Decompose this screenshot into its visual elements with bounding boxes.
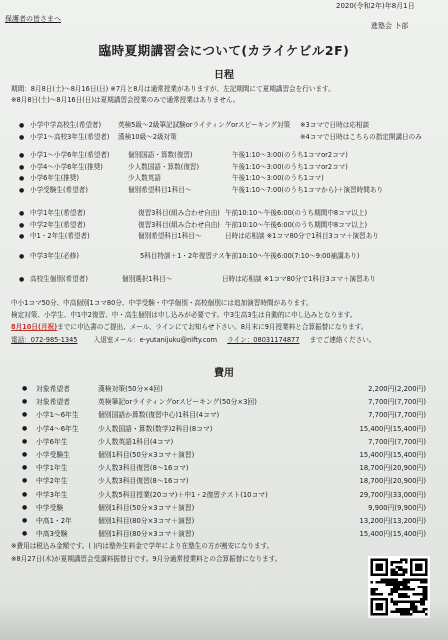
schedule-course: 個別希望科目1科目～ xyxy=(138,232,202,240)
schedule-row xyxy=(0,187,448,199)
schedule-course: 個別希望科目1科目～ xyxy=(128,185,192,194)
schedule-time-note: 日時は応相談 ※1コマ80分で1科目3コマ＋演習あり xyxy=(225,232,379,240)
fee-target: 中高3受験 xyxy=(36,530,68,539)
fees-heading: 費用 xyxy=(214,368,234,379)
bullet-icon: ● xyxy=(22,437,28,445)
schedule-course: 個別国語・算数(復習) xyxy=(128,151,193,159)
schedule-time-note: ※3コマで日時は応相談 xyxy=(300,121,370,129)
schedule-note-2: 検定対策、小学生、中1中2復習、中・高生個別は申し込みが必要です。中3生高3生は自動的に申し込みとなります。 xyxy=(11,311,357,319)
schedule-target: 中学1年生(希望者) xyxy=(30,209,86,217)
schedule-target: 小学6年生(推奨) xyxy=(30,174,79,182)
fee-target: 中学2年生 xyxy=(36,477,68,486)
fee-row xyxy=(0,504,448,517)
schedule-time-note: 午後1:10～7:00(のうち1コマから)＋演習時間あり xyxy=(232,185,384,194)
bullet-icon: ● xyxy=(22,424,28,432)
schedule-row xyxy=(0,253,448,265)
schedule-target: 小学中学高校生(希望者) xyxy=(30,121,102,129)
fee-course: 少人数3科目復習(8～16コマ) xyxy=(98,477,189,486)
bullet-icon: ● xyxy=(22,490,28,498)
schedule-time-note: 午後1:10～3:00(のうち1コマor2コマ) xyxy=(232,162,348,171)
schedule-target: 小学4～小学6年生(推奨) xyxy=(30,162,103,171)
fee-target: 中学3年生 xyxy=(36,490,68,499)
bullet-icon: ● xyxy=(22,398,28,406)
bullet-icon: ● xyxy=(22,464,28,472)
schedule-course: 英検5級～2級筆記試験orライティングorスピーキング対策 xyxy=(118,121,291,129)
schedule-time-note: 午前10:10～午後6:00(7:10～9:00補講あり) xyxy=(225,252,360,260)
fee-course: 英検筆記orライティングorスピーキング(50分×3回) xyxy=(98,398,257,407)
bullet-icon: ● xyxy=(19,221,25,229)
schedule-time-note: ※4コマで日時はこちらの指定開講日のみ xyxy=(300,132,422,141)
fee-target: 対象希望者 xyxy=(36,385,70,393)
fee-price: 29,700円(33,000円) xyxy=(359,490,426,499)
deadline-text: までに申込書のご提出、メール、ラインにてお知らせ下さい。8月末に9月授業料と合算振替になります。 xyxy=(57,323,368,331)
contact-end: までご連絡ください。 xyxy=(309,336,376,344)
bullet-icon: ● xyxy=(19,210,25,217)
fee-price: 18,700円(20,900円) xyxy=(359,477,426,486)
contact-line xyxy=(11,337,376,345)
fee-price: 7,700円(7,700円) xyxy=(368,437,426,446)
schedule-target: 小学1～高校3年生(希望者) xyxy=(30,132,110,141)
schedule-time-note: 午前10:10～午後6:00(のうち期間中8コマ以上) xyxy=(225,209,368,217)
schedule-course: 5科目特訓＋1・2年復習テスト xyxy=(140,252,232,260)
fee-price: 9,900円(9,900円) xyxy=(368,503,426,512)
schedule-time-note: 午後1:10～3:00(のうち1コマ) xyxy=(232,174,324,182)
fee-price: 7,700円(7,700円) xyxy=(368,411,426,420)
fee-row xyxy=(0,425,448,438)
schedule-time-note: 午前10:10～午後6:00(のうち期間中8コマ以上) xyxy=(225,220,368,229)
schedule-course: 個別選択1科目～ xyxy=(122,275,173,283)
bullet-icon: ● xyxy=(22,385,28,392)
schedule-intro-2: ※8月8日(土)～8月16日(日)は夏期講習会授業のみで通常授業はありません。 xyxy=(11,96,240,104)
schedule-row xyxy=(0,276,448,288)
fee-target: 中学1年生 xyxy=(36,464,68,473)
contact-mail: 入退室メール：e-yutanijuku@nifty.com xyxy=(93,336,218,344)
schedule-target: 高校生個別(希望者) xyxy=(30,275,88,283)
schedule-note-1: 中小1コマ50分、中高個別1コマ80分、中学受験・中学個別・高校個別には追加演習時間があります。 xyxy=(11,299,313,307)
bullet-icon: ● xyxy=(19,233,25,240)
fee-row xyxy=(0,438,448,451)
fee-target: 対象希望者 xyxy=(36,398,70,407)
bullet-icon: ● xyxy=(22,411,28,419)
fee-course: 少人数英語1科目(4コマ) xyxy=(98,437,174,446)
bullet-icon: ● xyxy=(22,530,28,538)
fee-price: 15,400円(15,400円) xyxy=(359,530,426,539)
bullet-icon: ● xyxy=(19,163,25,171)
fee-target: 小学6年生 xyxy=(36,437,68,446)
schedule-row xyxy=(0,233,448,245)
bullet-icon: ● xyxy=(19,122,25,129)
fee-target: 小学受験生 xyxy=(36,451,70,459)
contact-tel: 電話：072-985-1345 xyxy=(11,336,78,344)
schedule-course: 少人数国語・算数(復習) xyxy=(128,162,200,171)
schedule-row xyxy=(0,134,448,146)
fee-row xyxy=(0,477,448,490)
fee-target: 中学受験 xyxy=(36,503,64,512)
fee-row xyxy=(0,398,448,411)
fee-course: 少人数3科目復習(8～16コマ) xyxy=(98,464,189,473)
fee-note-2: ※8月27日(木)が夏期講習会受講料振替日です。9月分通常授業料との合算振替になります。 xyxy=(11,555,282,563)
bullet-icon: ● xyxy=(22,517,28,524)
schedule-course: 復習3科目(組み合わせ自由) xyxy=(138,220,220,229)
fee-row xyxy=(0,517,448,530)
schedule-target: 中学3年生(必修) xyxy=(30,252,79,260)
issue-date: 2020(令和2年)年8月1日 xyxy=(336,2,415,10)
bullet-icon: ● xyxy=(22,451,28,458)
fee-target: 中高1・2年 xyxy=(36,517,72,525)
fee-course: 個別1科目(80分×3コマ＋演習) xyxy=(98,517,195,525)
fee-note-1: ※費用は税込み金額です。( )内は塾外生料金で学年により在塾生の方が割安になります。 xyxy=(11,542,274,550)
fee-course: 個別1科目(50分×3コマ＋演習) xyxy=(98,451,195,459)
photo-shadow xyxy=(0,600,448,640)
fee-row xyxy=(0,451,448,464)
fee-course: 漢検対策(50分×4回) xyxy=(98,385,163,393)
fee-price: 2,200円(2,200円) xyxy=(368,385,426,393)
bullet-icon: ● xyxy=(19,276,25,283)
addressee: 保護者の皆さまへ xyxy=(5,15,61,23)
bullet-icon: ● xyxy=(19,152,25,159)
fee-price: 18,700円(20,900円) xyxy=(359,464,426,473)
bullet-icon: ● xyxy=(19,253,25,260)
fee-course: 個別1科目(50分×3コマ＋演習) xyxy=(98,503,195,512)
schedule-time-note: 日時は応相談 ※1コマ80分で1科目3コマ＋演習あり xyxy=(222,275,376,283)
fee-target: 小学1～6年生 xyxy=(36,411,79,420)
deadline-date: 8月10日(月祝) xyxy=(11,323,58,331)
bullet-icon: ● xyxy=(19,175,25,182)
sender: 進塾会 卜部 xyxy=(371,22,409,30)
bullet-icon: ● xyxy=(19,186,25,194)
fee-price: 15,400円(15,400円) xyxy=(359,451,426,459)
fee-course: 少人数5科目授業(20コマ)＋中1・2復習テスト(10コマ) xyxy=(98,490,268,499)
schedule-course: 復習3科目(組み合わせ自由) xyxy=(138,209,220,217)
fee-row xyxy=(0,385,448,398)
page-title: 臨時夏期講習会について(カライケビル2F) xyxy=(98,43,350,58)
fee-row xyxy=(0,464,448,477)
schedule-target: 中学2年生(希望者) xyxy=(30,220,86,229)
bullet-icon: ● xyxy=(22,503,28,511)
fee-price: 13,200円(13,200円) xyxy=(359,517,426,525)
schedule-intro-1: 期間：8月8日(土)～8月16日(日) ※7月と8月は通常授業がありますが、左記期間にて夏期講習会を行います。 xyxy=(11,85,335,93)
fee-course: 少人数国語・算数(数学)2科目(8コマ) xyxy=(98,424,213,433)
fee-target: 小学4～6年生 xyxy=(36,424,79,433)
schedule-course: 少人数英語 xyxy=(128,174,161,182)
fee-row xyxy=(0,491,448,504)
schedule-target: 小学受験生(希望者) xyxy=(30,185,88,194)
schedule-course: 漢検10級～2級対策 xyxy=(118,132,177,141)
schedule-target: 小学1～小学6年生(希望者) xyxy=(30,151,110,159)
bullet-icon: ● xyxy=(22,477,28,485)
schedule-heading: 日程 xyxy=(214,70,234,81)
fee-course: 個別国語か算数(復習中心)1科目(4コマ) xyxy=(98,411,220,420)
schedule-time-note: 午後1:10～3:00(のうち1コマor2コマ) xyxy=(232,151,348,159)
fee-price: 7,700円(7,700円) xyxy=(368,398,426,407)
fee-course: 個別1科目(80分×3コマ＋演習) xyxy=(98,530,195,539)
deadline-line xyxy=(11,324,367,332)
bullet-icon: ● xyxy=(19,133,25,141)
schedule-target: 中1・2年生(希望者) xyxy=(30,232,90,240)
fee-row xyxy=(0,411,448,424)
fee-price: 15,400円(15,400円) xyxy=(359,424,426,433)
contact-line-id: ライン：08031174877 xyxy=(227,336,300,344)
